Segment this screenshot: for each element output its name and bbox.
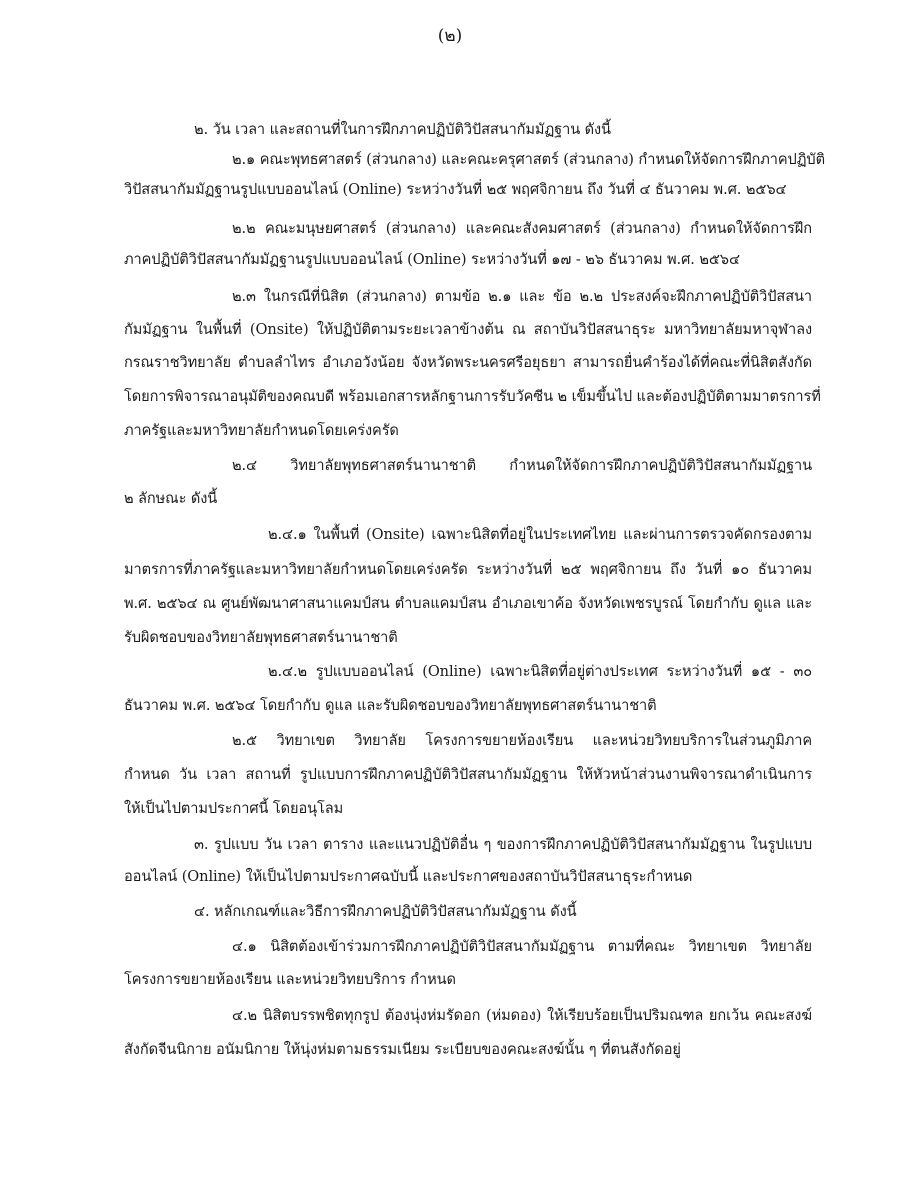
section-3-line-1: ๓. รูปแบบ วัน เวลา ตาราง และแนวปฏิบัติอื่น ๆ ของการฝึกภาคปฏิบัติวิปัสสนากัมมัฏฐาน ในรูปแบบ: [194, 836, 812, 853]
paragraph-2-2-line-1: ๒.๒ คณะมนุษยศาสตร์ (ส่วนกลาง) และคณะสังคมศาสตร์ (ส่วนกลาง) กำหนดให้จัดการฝึก: [232, 220, 812, 237]
paragraph-2-5-line-1: ๒.๕ วิทยาเขต วิทยาลัย โครงการขยายห้องเรียน และหน่วยวิทยบริการในส่วนภูมิภาค: [232, 732, 812, 749]
section-3-line-2: ออนไลน์ (Online) ให้เป็นไปตามประกาศฉบับนี้ และประกาศของสถาบันวิปัสสนาธุระกำหนด: [124, 868, 693, 885]
paragraph-2-4-line-2: ๒ ลักษณะ ดังนี้: [124, 490, 218, 507]
page-number: (๒): [437, 26, 463, 46]
paragraph-2-4-1-line-4: รับผิดชอบของวิทยาลัยพุทธศาสตร์นานาชาติ: [124, 629, 398, 646]
paragraph-2-3-line-5: ภาครัฐและมหาวิทยาลัยกำหนดโดยเคร่งครัด: [124, 422, 399, 439]
paragraph-2-3-line-1: ๒.๓ ในกรณีที่นิสิต (ส่วนกลาง) ตามข้อ ๒.๑ และ ข้อ ๒.๒ ประสงค์จะฝึกภาคปฏิบัติวิปัสสนา: [232, 288, 812, 305]
paragraph-2-1-line-2: วิปัสสนากัมมัฏฐานรูปแบบออนไลน์ (Online) ระหว่างวันที่ ๒๕ พฤศจิกายน ถึง วันที่ ๔ ธันวาคม พ.ศ. ๒๕๖๔: [124, 181, 787, 198]
paragraph-2-3-line-4: โดยการพิจารณาอนุมัติของคณบดี พร้อมเอกสารหลักฐานการรับวัคซีน ๒ เข็มขึ้นไป และต้องปฏิบัติตามมาตรการที่: [124, 388, 821, 405]
paragraph-2-4-2-line-1: ๒.๔.๒ รูปแบบออนไลน์ (Online) เฉพาะนิสิตที่อยู่ต่างประเทศ ระหว่างวันที่ ๑๕ - ๓๐: [268, 663, 812, 680]
paragraph-2-4-1-line-2: มาตรการที่ภาครัฐและมหาวิทยาลัยกำหนดโดยเคร่งครัด ระหว่างวันที่ ๒๕ พฤศจิกายน ถึง วันที่ ๑๐ ธันวาคม: [124, 561, 812, 578]
paragraph-2-2-line-2: ภาคปฏิบัติวิปัสสนากัมมัฏฐานรูปแบบออนไลน์ (Online) ระหว่างวันที่ ๑๗ - ๒๖ ธันวาคม พ.ศ. ๒๕๖๔: [124, 251, 740, 268]
paragraph-4-1-line-2: โครงการขยายห้องเรียน และหน่วยวิทยบริการ กำหนด: [124, 971, 456, 988]
paragraph-4-2-line-1: ๔.๒ นิสิตบรรพชิตทุกรูป ต้องนุ่งห่มรัดอก (ห่มดอง) ให้เรียบร้อยเป็นปริมณฑล ยกเว้น คณะสงฆ์: [232, 1007, 812, 1024]
paragraph-2-1-line-1: ๒.๑ คณะพุทธศาสตร์ (ส่วนกลาง) และคณะครุศาสตร์ (ส่วนกลาง) กำหนดให้จัดการฝึกภาคปฏิบัติ: [232, 151, 825, 168]
paragraph-2-4-1-line-1: ๒.๔.๑ ในพื้นที่ (Onsite) เฉพาะนิสิตที่อยู่ในประเทศไทย และผ่านการตรวจคัดกรองตาม: [268, 526, 812, 543]
paragraph-2-4-1-line-3: พ.ศ. ๒๕๖๔ ณ ศูนย์พัฒนาศาสนาแคมป์สน ตำบลแคมป์สน อำเภอเขาค้อ จังหวัดเพชรบูรณ์ โดยกำกับ ดูแล และ: [124, 595, 812, 612]
paragraph-2-5-line-3: ให้เป็นไปตามประกาศนี้ โดยอนุโลม: [124, 800, 344, 817]
paragraph-4-2-line-2: สังกัดจีนนิกาย อนัมนิกาย ให้นุ่งห่มตามธรรมเนียม ระเบียบของคณะสงฆ์นั้น ๆ ที่ตนสังกัดอยู่: [124, 1041, 681, 1058]
paragraph-2-4-line-1: ๒.๔ วิทยาลัยพุทธศาสตร์นานาชาติ กำหนดให้จัดการฝึกภาคปฏิบัติวิปัสสนากัมมัฏฐาน: [232, 457, 812, 474]
paragraph-2-3-line-2: กัมมัฏฐาน ในพื้นที่ (Onsite) ให้ปฏิบัติตามระยะเวลาข้างต้น ณ สถาบันวิปัสสนาธุระ มหาวิทยาลัยมหาจุฬาลง: [124, 321, 812, 338]
section-2-heading: ๒. วัน เวลา และสถานที่ในการฝึกภาคปฏิบัติวิปัสสนากัมมัฏฐาน ดังนี้: [194, 121, 611, 138]
paragraph-2-4-2-line-2: ธันวาคม พ.ศ. ๒๕๖๔ โดยกำกับ ดูแล และรับผิดชอบของวิทยาลัยพุทธศาสตร์นานาชาติ: [124, 697, 657, 714]
section-4-heading: ๔. หลักเกณฑ์และวิธีการฝึกภาคปฏิบัติวิปัสสนากัมมัฏฐาน ดังนี้: [194, 903, 577, 920]
paragraph-2-3-line-3: กรณราชวิทยาลัย ตำบลลำไทร อำเภอวังน้อย จังหวัดพระนครศรีอยุธยา สามารถยื่นคำร้องได้ที่คณะที่นิสิตสังกัด: [124, 354, 812, 371]
paragraph-4-1-line-1: ๔.๑ นิสิตต้องเข้าร่วมการฝึกภาคปฏิบัติวิปัสสนากัมมัฏฐาน ตามที่คณะ วิทยาเขต วิทยาลัย: [232, 938, 812, 955]
paragraph-2-5-line-2: กำหนด วัน เวลา สถานที่ รูปแบบการฝึกภาคปฏิบัติวิปัสสนากัมมัฏฐาน ให้หัวหน้าส่วนงานพิจารณาดำเนินการ: [124, 766, 812, 783]
